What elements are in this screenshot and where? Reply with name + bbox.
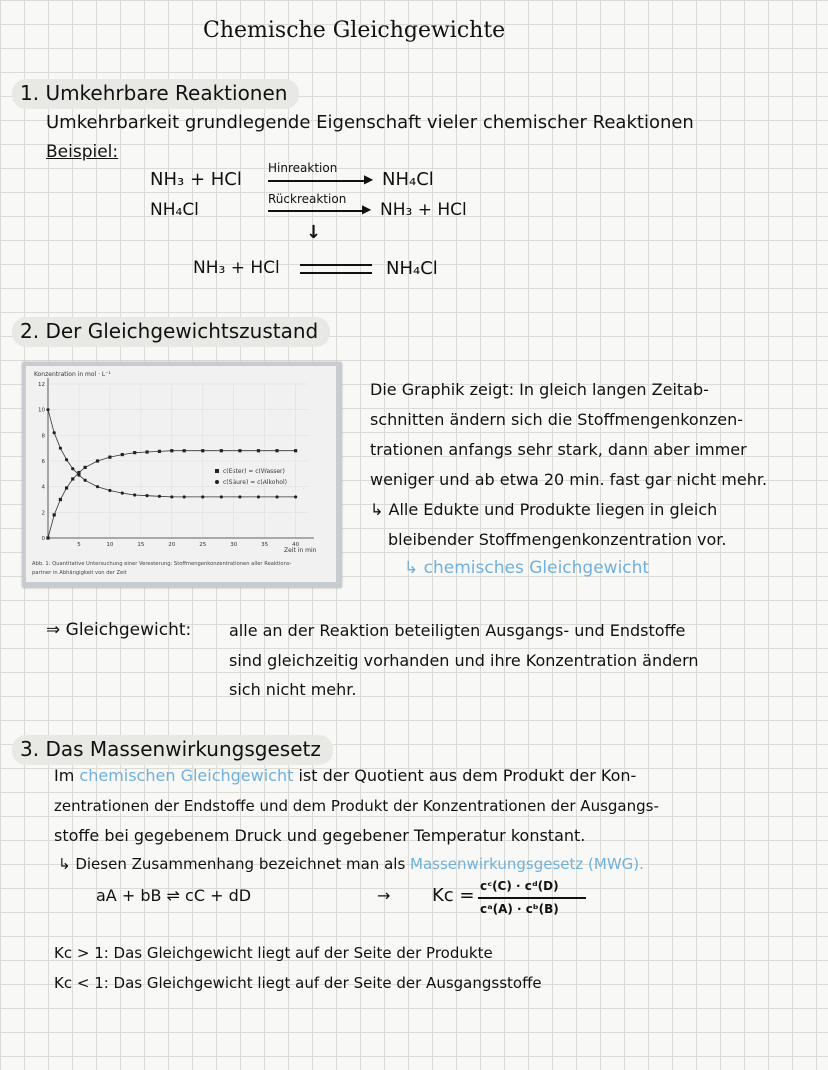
data-point-saeure — [77, 474, 80, 477]
mwg-arrow-icon: → — [377, 886, 391, 905]
equation-3-left: NH₃ + HCl — [193, 258, 280, 278]
graph-text-2: schnitten ändern sich die Stoffmengenkonzen- — [370, 410, 744, 429]
data-point-ester — [145, 450, 148, 453]
data-point-ester — [133, 451, 136, 454]
data-point-saeure — [170, 495, 173, 498]
data-point-saeure — [65, 458, 68, 461]
mwg-text-4 — [58, 855, 644, 873]
section-heading-1: 1. Umkehrbare Reaktionen — [12, 79, 299, 109]
equation-2-right: NH₃ + HCl — [380, 200, 467, 220]
x-tick-label: 35 — [261, 542, 269, 548]
kc-greater-1: Kc > 1: Das Gleichgewicht liegt auf der Seite der Produkte — [54, 944, 493, 962]
mwg-text-1a: Im — [54, 766, 75, 785]
data-point-ester — [257, 449, 260, 452]
graph-text-6: bleibender Stoffmengenkonzentration vor. — [388, 530, 727, 549]
data-point-saeure — [220, 495, 223, 498]
graph-text-3: trationen anfangs sehr stark, dann aber immer — [370, 440, 747, 459]
data-point-saeure — [46, 408, 49, 411]
data-point-ester — [158, 450, 161, 453]
gleichgewicht-line-3: sich nicht mehr. — [229, 680, 357, 699]
figure-caption-2: partner in Abhängigkeit von der Zeit — [32, 570, 127, 576]
x-tick-label: 20 — [168, 542, 176, 548]
graph-text-4: weniger und ab etwa 20 min. fast gar nicht mehr. — [370, 470, 768, 489]
kc-less-1: Kc < 1: Das Gleichgewicht liegt auf der Seite der Ausgangsstoffe — [54, 974, 542, 992]
gleichgewicht-line-1: alle an der Reaktion beteiligten Ausgangs- und Endstoffe — [229, 621, 686, 640]
y-tick-label: 2 — [41, 510, 45, 517]
x-tick-label: 15 — [137, 542, 145, 548]
legend-saeure: c(Säure) = c(Alkohol) — [223, 479, 287, 486]
equation-3-right: NH₄Cl — [386, 258, 438, 279]
data-point-ester — [71, 477, 74, 480]
data-point-saeure — [257, 495, 260, 498]
data-point-saeure — [108, 489, 111, 492]
x-tick-label: 5 — [77, 542, 81, 548]
data-point-ester — [170, 449, 173, 452]
kc-label: Kc = — [432, 885, 475, 906]
down-arrow-icon: ↓ — [306, 222, 322, 243]
data-point-saeure — [53, 431, 56, 434]
gleichgewicht-label: ⇒ Gleichgewicht: — [46, 620, 192, 640]
equation-2-left: NH₄Cl — [150, 200, 199, 220]
hinreaktion-label: Hinreaktion — [268, 161, 338, 175]
mwg-text-1b: chemischen Gleichgewicht — [79, 766, 294, 785]
data-point-ester — [294, 449, 297, 452]
data-point-ester — [238, 449, 241, 452]
data-point-ester — [275, 449, 278, 452]
equation-1-left: NH₃ + HCl — [150, 169, 242, 190]
section-heading-2: 2. Der Gleichgewichtszustand — [12, 317, 330, 347]
y-tick-label: 8 — [41, 433, 45, 440]
data-point-saeure — [71, 467, 74, 470]
data-point-saeure — [84, 479, 87, 482]
graph-text-5: ↳ Alle Edukte und Produkte liegen in gleich — [370, 500, 718, 519]
page-title: Chemische Gleichgewichte — [203, 18, 506, 43]
mwg-text-3: stoffe bei gegebenem Druck und gegebener Temperatur konstant. — [54, 826, 586, 845]
x-tick-label: 10 — [106, 542, 114, 548]
y-tick-label: 4 — [41, 484, 45, 491]
data-point-saeure — [238, 495, 241, 498]
chart-xlabel: Zeit in min — [284, 547, 317, 554]
concentration-chart — [26, 366, 336, 582]
figure-photo — [22, 362, 342, 588]
data-point-ester — [46, 536, 49, 539]
data-point-ester — [201, 449, 204, 452]
mwg-text-1c: ist der Quotient aus dem Produkt der Kon- — [298, 766, 637, 785]
data-point-saeure — [201, 495, 204, 498]
legend-marker-saeure — [215, 480, 219, 484]
x-tick-label: 30 — [230, 542, 238, 548]
section-heading-3: 3. Das Massenwirkungsgesetz — [12, 735, 333, 765]
legend-marker-ester — [215, 469, 219, 473]
backward-arrow-head: ▶ — [362, 202, 372, 216]
y-tick-label: 12 — [38, 382, 45, 388]
x-tick-label: 40 — [292, 542, 300, 548]
section1-line: Umkehrbarkeit grundlegende Eigenschaft vieler chemischer Reaktionen — [46, 112, 694, 133]
data-point-saeure — [294, 495, 297, 498]
forward-arrow — [268, 180, 368, 182]
data-point-ester — [53, 513, 56, 516]
data-point-ester — [59, 498, 62, 501]
equation-1-right: NH₄Cl — [382, 169, 434, 190]
data-point-saeure — [145, 494, 148, 497]
y-tick-label: 10 — [38, 407, 45, 414]
backward-arrow — [268, 210, 364, 212]
gleichgewicht-line-2: sind gleichzeitig vorhanden und ihre Konzentration ändern — [229, 651, 699, 670]
graph-text-1: Die Graphik zeigt: In gleich langen Zeitab- — [370, 380, 709, 399]
mwg-text-4b: Massenwirkungsgesetz (MWG). — [410, 855, 644, 873]
mwg-text-4a: ↳ Diesen Zusammenhang bezeichnet man als — [58, 855, 406, 873]
x-tick-label: 25 — [199, 542, 207, 548]
kc-denominator: cᵃ(A) · cᵇ(B) — [480, 902, 559, 916]
data-point-ester — [65, 486, 68, 489]
beispiel-label: Beispiel: — [46, 142, 119, 162]
data-point-saeure — [158, 495, 161, 498]
equilibrium-arrow-bottom — [300, 272, 372, 274]
conclusion-equilibrium: ↳ chemisches Gleichgewicht — [404, 558, 650, 578]
equilibrium-arrow-top — [300, 264, 372, 266]
data-point-saeure — [133, 493, 136, 496]
rueckreaktion-label: Rückreaktion — [268, 192, 347, 206]
data-point-ester — [220, 449, 223, 452]
chart-ylabel: Konzentration in mol · L⁻¹ — [34, 371, 111, 378]
data-point-saeure — [183, 495, 186, 498]
data-point-ester — [108, 456, 111, 459]
y-tick-label: 0 — [41, 536, 45, 542]
legend-ester: c(Ester) = c(Wasser) — [223, 468, 285, 475]
data-point-ester — [96, 459, 99, 462]
data-point-saeure — [59, 447, 62, 450]
y-tick-label: 6 — [41, 459, 45, 465]
mwg-reaction: aA + bB ⇌ cC + dD — [96, 886, 252, 905]
data-point-ester — [84, 466, 87, 469]
mwg-text-2: zentrationen der Endstoffe und dem Produkt der Konzentrationen der Ausgangs- — [54, 797, 659, 815]
data-point-saeure — [121, 491, 124, 494]
figure-caption-1: Abb. 1: Quantitative Untersuchung einer Veresterung: Stoffmengenkonzentrationen aller Reaktions- — [32, 561, 292, 567]
kc-numerator: cᶜ(C) · cᵈ(D) — [480, 879, 559, 893]
data-point-ester — [183, 449, 186, 452]
fraction-bar — [478, 897, 586, 899]
forward-arrow-head: ▶ — [364, 172, 374, 186]
data-point-ester — [121, 453, 124, 456]
mwg-text-1 — [54, 766, 636, 785]
data-point-saeure — [96, 485, 99, 488]
data-point-saeure — [275, 495, 278, 498]
